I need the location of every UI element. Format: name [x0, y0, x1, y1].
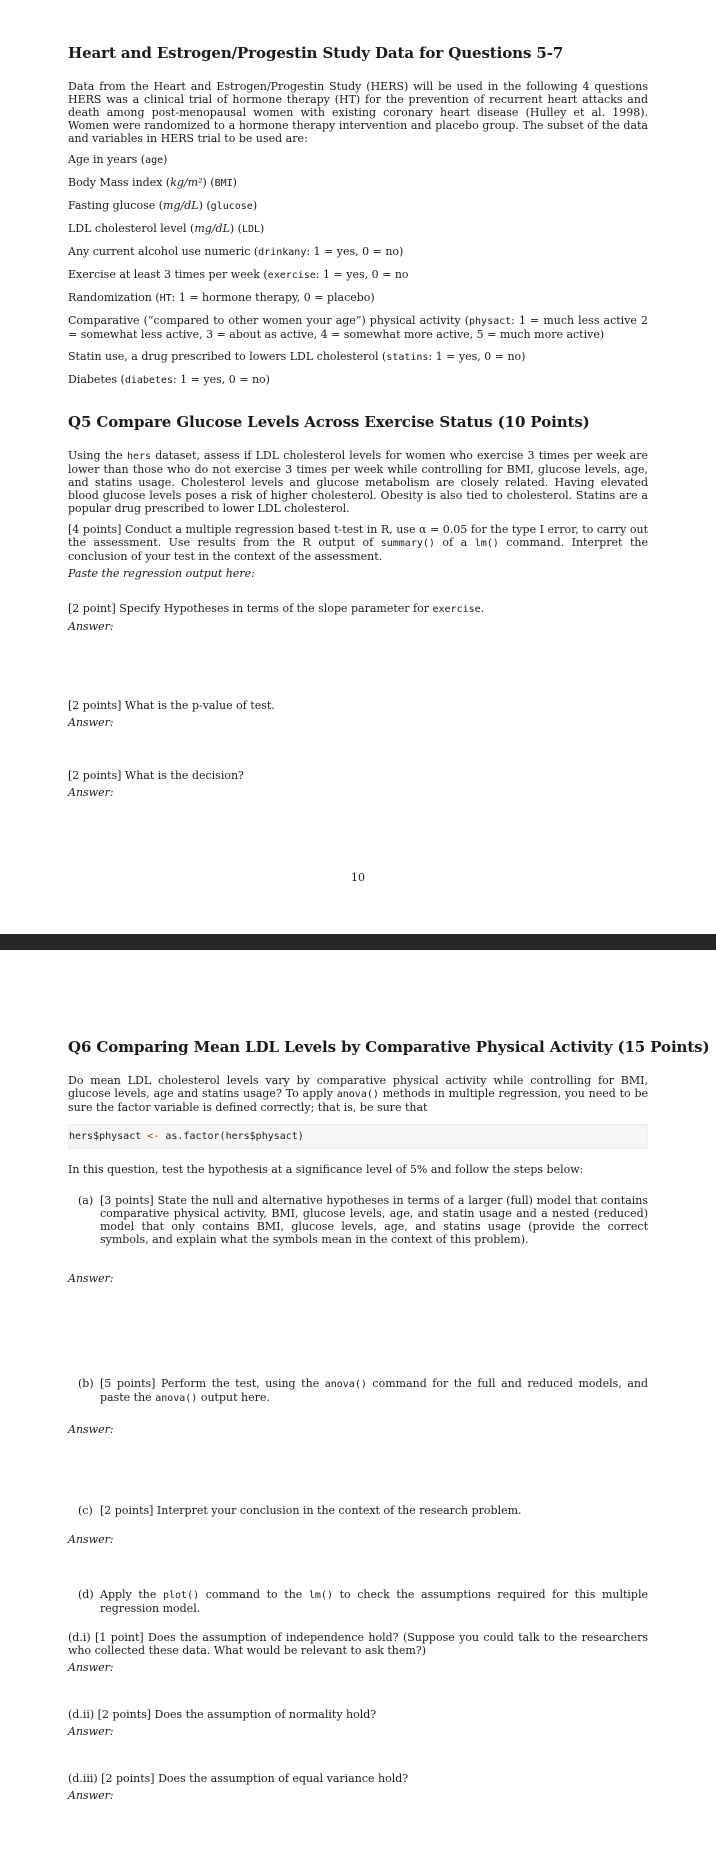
q5-paste-prompt: Paste the regression output here:: [68, 567, 255, 580]
var-glucose: Fasting glucose (mg/dL) (glucose): [68, 199, 258, 212]
q6-part-b: (b) [5 points] Perform the test, using the anova() command for the full and reduced models, and paste the anova() output here.: [78, 1377, 648, 1404]
var-ht: Randomization (HT: 1 = hormone therapy, 0 = placebo): [68, 291, 375, 304]
q5-hypotheses-prompt: [2 point] Specify Hypotheses in terms of the slope parameter for exercise.: [68, 602, 485, 615]
section-title-hers: Heart and Estrogen/Progestin Study Data for Questions 5-7: [68, 44, 564, 62]
var-age: Age in years (age): [68, 153, 168, 166]
q6-answer-di: Answer:: [68, 1661, 114, 1674]
q5-answer-pvalue: Answer:: [68, 716, 114, 729]
q6-part-diii: (d.iii) [2 points] Does the assumption of equal variance hold?: [68, 1772, 409, 1785]
page-divider: [0, 934, 716, 950]
var-drinkany: Any current alcohol use numeric (drinkany: 1 = yes, 0 = no): [68, 245, 404, 258]
page-number: 10: [351, 871, 365, 884]
q5-paragraph-2: [4 points] Conduct a multiple regression based t-test in R, use α = 0.05 for the type I error, to carry out the assessment. Use results from the R output of summary() of a lm() command. Interpret the conclusion of your test in the context of the assessment.: [68, 523, 648, 563]
q5-title: Q5 Compare Glucose Levels Across Exercise Status (10 Points): [68, 413, 590, 431]
q6-answer-a: Answer:: [68, 1272, 114, 1285]
hers-intro: Data from the Heart and Estrogen/Progestin Study (HERS) will be used in the following 4 questions HERS was a clinical trial of hormone therapy (HT) for the prevention of recurrent heart attacks and death among post-menopausal women with existing coronary heart disease (Hulley et al. 1998). Women were randomized to a hormone therapy intervention and placebo group. The subset of the data and variables in HERS trial to be used are:: [68, 80, 648, 145]
page-1: [68, 44, 648, 799]
q6-answer-c: Answer:: [68, 1533, 114, 1546]
code-block: hers$physact <- as.factor(hers$physact): [68, 1124, 648, 1149]
q6-paragraph-1: Do mean LDL cholesterol levels vary by comparative physical activity while controlling for BMI, glucose levels, age and statins usage? To apply anova() methods in multiple regression, you need to be sure the factor variable is defined correctly; that is, be sure that: [68, 1074, 648, 1114]
var-physact: Comparative (“compared to other women your age”) physical activity (physact: 1 = much less active 2 = somewhat less active, 3 = about as active, 4 = somewhat more active, 5 = much more active): [68, 314, 648, 341]
q5-answer-decision: Answer:: [68, 786, 114, 799]
var-bmi: Body Mass index (kg/m²) (BMI): [68, 176, 237, 189]
q6-part-d: (d) Apply the plot() command to the lm() to check the assumptions required for this multiple regression model.: [78, 1588, 648, 1615]
q6-answer-b: Answer:: [68, 1423, 114, 1436]
q5-paragraph-1: Using the hers dataset, assess if LDL cholesterol levels for women who exercise 3 times per week are lower than those who do not exercise 3 times per week while controlling for BMI, glucose levels, age, and statins usage. Cholesterol levels and glucose metabolism are closely related. Having elevated blood glucose levels poses a risk of higher cholesterol. Obesity is also tied to cholesterol. Statins are a popular drug prescribed to lower LDL cholesterol.: [68, 449, 648, 515]
var-exercise: Exercise at least 3 times per week (exercise: 1 = yes, 0 = no: [68, 268, 409, 281]
q5-answer-hypotheses: Answer:: [68, 620, 114, 633]
var-diabetes: Diabetes (diabetes: 1 = yes, 0 = no): [68, 373, 270, 386]
q6-part-c: (c) [2 points] Interpret your conclusion in the context of the research problem.: [78, 1504, 522, 1517]
q6-answer-dii: Answer:: [68, 1725, 114, 1738]
q6-part-di: (d.i) [1 point] Does the assumption of independence hold? (Suppose you could talk to the researchers who collected these data. What would be relevant to ask them?): [68, 1631, 648, 1657]
q6-part-a: (a) [3 points] State the null and alternative hypotheses in terms of a larger (full) model that contains comparative physical activity, BMI, glucose levels, age, and statin usage and a nested (reduced) model that only contains BMI, glucose levels, age, and statins usage (provide the correct symbols, and explain what the symbols mean in the context of this problem).: [78, 1194, 648, 1246]
q6-answer-diii: Answer:: [68, 1789, 114, 1802]
var-ldl: LDL cholesterol level (mg/dL) (LDL): [68, 222, 265, 235]
q6-part-dii: (d.ii) [2 points] Does the assumption of normality hold?: [68, 1708, 377, 1721]
page-2: [68, 1038, 710, 1802]
q5-pvalue-prompt: [2 points] What is the p-value of test.: [68, 699, 275, 712]
q5-decision-prompt: [2 points] What is the decision?: [68, 769, 244, 782]
q6-paragraph-2: In this question, test the hypothesis at a significance level of 5% and follow the steps below:: [68, 1163, 584, 1176]
var-statins: Statin use, a drug prescribed to lowers LDL cholesterol (statins: 1 = yes, 0 = no): [68, 350, 526, 363]
q6-title: Q6 Comparing Mean LDL Levels by Comparative Physical Activity (15 Points): [68, 1038, 710, 1056]
